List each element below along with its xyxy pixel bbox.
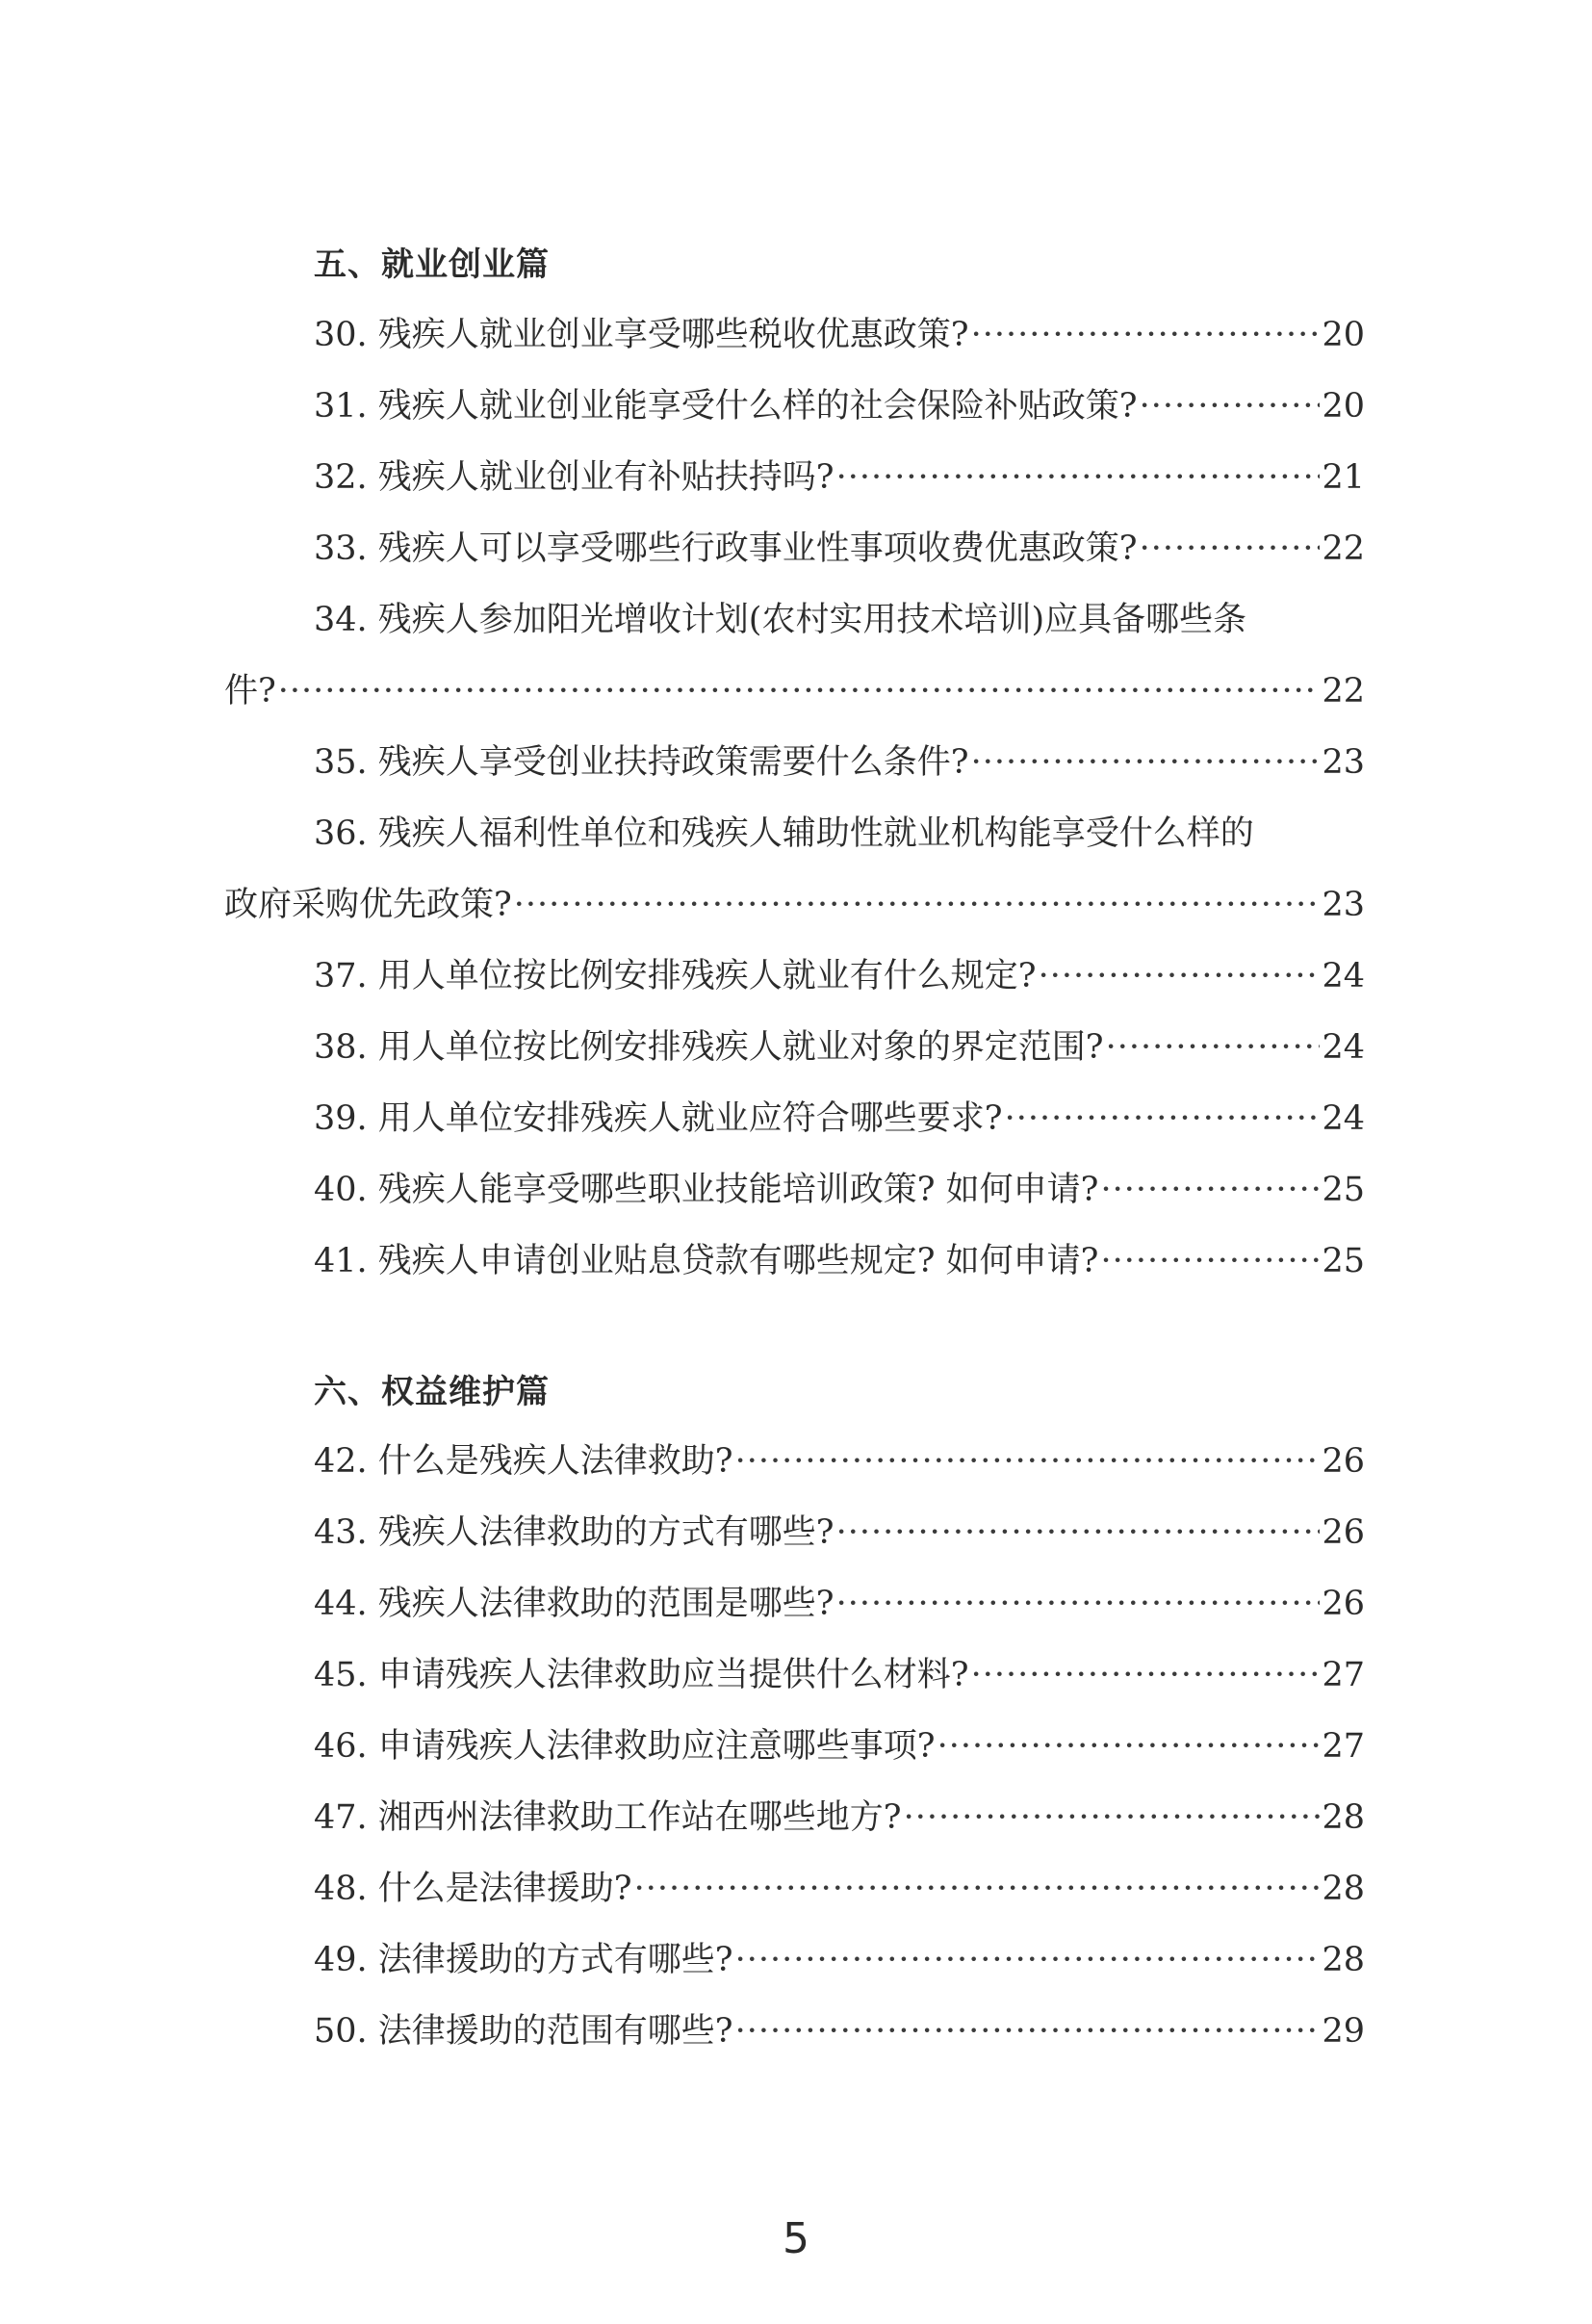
dot-leader [735,2008,1321,2054]
toc-entry-page: 23 [1322,743,1365,782]
dot-leader [836,1581,1321,1627]
toc-entry-32[interactable] [314,454,1365,501]
dot-leader [904,1795,1321,1841]
toc-entry-title: 32. 残疾人就业创业有补贴扶持吗? [314,458,835,497]
toc-entry-title: 48. 什么是法律援助? [314,1870,632,1908]
toc-entry-page: 20 [1322,316,1365,354]
toc-entry-41[interactable] [314,1238,1365,1284]
toc-entry-title-cont: 件? [224,672,276,710]
toc-entry-page: 26 [1322,1442,1365,1481]
toc-entry-title: 43. 残疾人法律救助的方式有哪些? [314,1513,835,1552]
toc-entry-47[interactable] [314,1795,1365,1841]
toc-entry-title: 31. 残疾人就业创业能享受什么样的社会保险补贴政策? [314,387,1138,426]
toc-entry-page: 24 [1322,1099,1365,1138]
toc-entry-page: 20 [1322,387,1365,426]
toc-entry-30[interactable] [314,312,1365,358]
toc-entry-page: 28 [1322,1870,1365,1908]
toc-entry-page: 21 [1322,458,1365,497]
toc-entry-36-line1[interactable] [314,811,1365,857]
dot-leader [735,1937,1321,1983]
toc-entry-title: 36. 残疾人福利性单位和残疾人辅助性就业机构能享受什么样的 [314,814,1254,853]
dot-leader [836,454,1321,501]
dot-leader [971,739,1321,786]
dot-leader [836,1510,1321,1556]
toc-entry-title: 33. 残疾人可以享受哪些行政事业性事项收费优惠政策? [314,529,1138,568]
toc-entry-43[interactable] [314,1510,1365,1556]
toc-entry-page: 23 [1322,886,1365,924]
toc-entry-page: 22 [1322,672,1365,710]
toc-entry-title: 37. 用人单位按比例安排残疾人就业有什么规定? [314,957,1037,995]
toc-entry-31[interactable] [314,383,1365,429]
toc-entry-page: 28 [1322,1941,1365,1979]
toc-entry-title: 39. 用人单位安排残疾人就业应符合哪些要求? [314,1099,1003,1138]
toc-entry-40[interactable] [314,1167,1365,1213]
toc-entry-page: 27 [1322,1656,1365,1694]
toc-entry-34-line2[interactable] [224,668,1365,714]
dot-leader [1005,1096,1321,1142]
toc-entry-33[interactable] [314,526,1365,572]
section-heading-rights: 六、权益维护篇 [314,1373,550,1411]
toc-entry-50[interactable] [314,2008,1365,2054]
dot-leader [278,668,1321,714]
toc-entry-title: 42. 什么是残疾人法律救助? [314,1442,733,1481]
toc-entry-page: 29 [1322,2012,1365,2051]
dot-leader [1100,1167,1320,1213]
toc-entry-title: 47. 湘西州法律救助工作站在哪些地方? [314,1798,902,1837]
toc-entry-title: 50. 法律援助的范围有哪些? [314,2012,733,2051]
toc-entry-title: 44. 残疾人法律救助的范围是哪些? [314,1585,835,1623]
toc-entry-title: 45. 申请残疾人法律救助应当提供什么材料? [314,1656,969,1694]
toc-entry-page: 25 [1322,1171,1365,1209]
toc-entry-38[interactable] [314,1024,1365,1071]
toc-entry-36-line2[interactable] [224,882,1365,928]
toc-entry-46[interactable] [314,1723,1365,1769]
toc-entry-page: 28 [1322,1798,1365,1837]
toc-entry-39[interactable] [314,1096,1365,1142]
toc-entry-title: 41. 残疾人申请创业贴息贷款有哪些规定? 如何申请? [314,1242,1099,1280]
toc-entry-42[interactable] [314,1438,1365,1485]
toc-entry-page: 26 [1322,1585,1365,1623]
toc-entry-page: 27 [1322,1727,1365,1766]
toc-entry-34-line1[interactable] [314,597,1365,643]
toc-entry-45[interactable] [314,1652,1365,1698]
toc-entry-page: 22 [1322,529,1365,568]
toc-entry-title: 35. 残疾人享受创业扶持政策需要什么条件? [314,743,969,782]
page-number: 5 [783,2214,809,2263]
toc-entry-page: 24 [1322,1028,1365,1067]
dot-leader [514,882,1321,928]
toc-entry-title: 34. 残疾人参加阳光增收计划(农村实用技术培训)应具备哪些条 [314,601,1247,639]
dot-leader [735,1438,1321,1485]
dot-leader [1140,383,1321,429]
toc-entry-title: 49. 法律援助的方式有哪些? [314,1941,733,1979]
toc-entry-title: 38. 用人单位按比例安排残疾人就业对象的界定范围? [314,1028,1104,1067]
toc-entry-title-cont: 政府采购优先政策? [224,886,512,924]
toc-entry-page: 26 [1322,1513,1365,1552]
dot-leader [1106,1024,1321,1071]
toc-entry-title: 40. 残疾人能享受哪些职业技能培训政策? 如何申请? [314,1171,1099,1209]
dot-leader [1100,1238,1320,1284]
dot-leader [971,1652,1321,1698]
toc-entry-49[interactable] [314,1937,1365,1983]
toc-entry-37[interactable] [314,953,1365,999]
toc-entry-35[interactable] [314,739,1365,786]
section-heading-employment: 五、就业创业篇 [314,245,550,284]
dot-leader [937,1723,1321,1769]
dot-leader [971,312,1321,358]
dot-leader [634,1866,1321,1912]
toc-entry-page: 24 [1322,957,1365,995]
toc-entry-title: 46. 申请残疾人法律救助应注意哪些事项? [314,1727,936,1766]
toc-entry-44[interactable] [314,1581,1365,1627]
toc-entry-title: 30. 残疾人就业创业享受哪些税收优惠政策? [314,316,969,354]
dot-leader [1039,953,1321,999]
dot-leader [1140,526,1321,572]
toc-entry-page: 25 [1322,1242,1365,1280]
toc-entry-48[interactable] [314,1866,1365,1912]
